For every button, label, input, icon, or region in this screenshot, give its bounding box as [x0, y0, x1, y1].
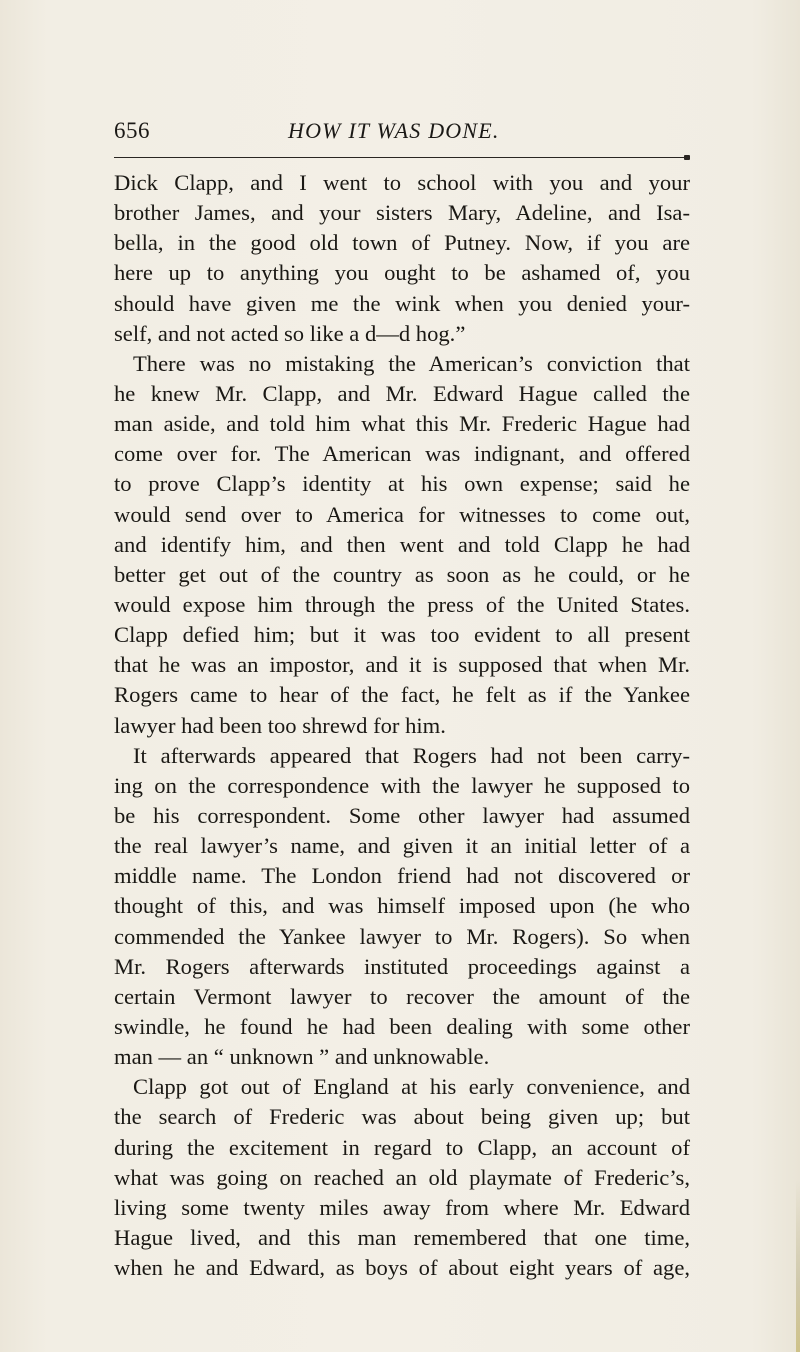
text-line: Rogers came to hear of the fact, he felt as if the Yankee [114, 682, 690, 708]
text-line: to prove Clapp’s identity at his own expense; said he [114, 471, 690, 497]
text-line: better get out of the country as soon as he could, or he [114, 561, 690, 587]
page-number: 656 [114, 118, 150, 143]
text-line: commended the Yankee lawyer to Mr. Rogers). So when [114, 923, 690, 949]
text-line: the search of Frederic was about being given up; but [114, 1104, 690, 1130]
text-line: what was going on reached an old playmate of Frederic’s, [114, 1164, 690, 1190]
text-line: middle name. The London friend had not discovered or [114, 863, 690, 889]
text-line: Dick Clapp, and I went to school with you and your [114, 170, 690, 195]
body-text [114, 168, 690, 1283]
header-rule-end [684, 155, 690, 160]
page-header [114, 116, 688, 146]
text-line: Clapp defied him; but it was too evident to all present [114, 622, 690, 648]
text-line: the real lawyer’s name, and given it an initial letter of a [114, 833, 690, 859]
text-line: Clapp got out of England at his early convenience, and [133, 1074, 690, 1100]
text-line: he knew Mr. Clapp, and Mr. Edward Hague called the [114, 380, 690, 406]
scan-edge-mark [796, 1180, 800, 1352]
running-head: HOW IT WAS DONE. [288, 118, 500, 143]
text-line: be his correspondent. Some other lawyer had assumed [114, 802, 690, 828]
text-line: and identify him, and then went and told Clapp he had [114, 531, 690, 557]
text-line: should have given me the wink when you denied your- [114, 290, 690, 316]
text-line: swindle, he found he had been dealing with some other [114, 1013, 690, 1039]
text-line: brother James, and your sisters Mary, Adeline, and Isa- [114, 200, 690, 226]
text-line: during the excitement in regard to Clapp, an account of [114, 1134, 690, 1160]
text-line: bella, in the good old town of Putney. Now, if you are [114, 230, 690, 256]
text-line: that he was an impostor, and it is supposed that when Mr. [114, 652, 690, 678]
text-line: come over for. The American was indignant, and offered [114, 441, 690, 467]
text-line: thought of this, and was himself imposed upon (he who [114, 893, 690, 919]
text-line: man aside, and told him what this Mr. Frederic Hague had [114, 411, 690, 437]
text-line: Mr. Rogers afterwards instituted proceedings against a [114, 953, 690, 979]
text-line: It afterwards appeared that Rogers had not been carry- [133, 742, 690, 768]
text-line: would send over to America for witnesses to come out, [114, 501, 690, 527]
text-line: self, and not acted so like a d—d hog.” [114, 320, 466, 346]
text-line: when he and Edward, as boys of about eight years of age, [114, 1255, 690, 1281]
text-line: here up to anything you ought to be ashamed of, you [114, 260, 690, 286]
text-line: lawyer had been too shrewd for him. [114, 712, 446, 738]
text-line: Hague lived, and this man remembered that one time, [114, 1224, 690, 1250]
text-line: would expose him through the press of the United States. [114, 591, 690, 617]
text-line: man — an “ unknown ” and unknowable. [114, 1044, 490, 1070]
text-line: living some twenty miles away from where Mr. Edward [114, 1194, 690, 1220]
text-line: certain Vermont lawyer to recover the amount of the [114, 983, 690, 1009]
text-line: ing on the correspondence with the lawyer he supposed to [114, 772, 690, 798]
header-rule [114, 157, 688, 158]
text-line: There was no mistaking the American’s conviction that [133, 350, 690, 376]
